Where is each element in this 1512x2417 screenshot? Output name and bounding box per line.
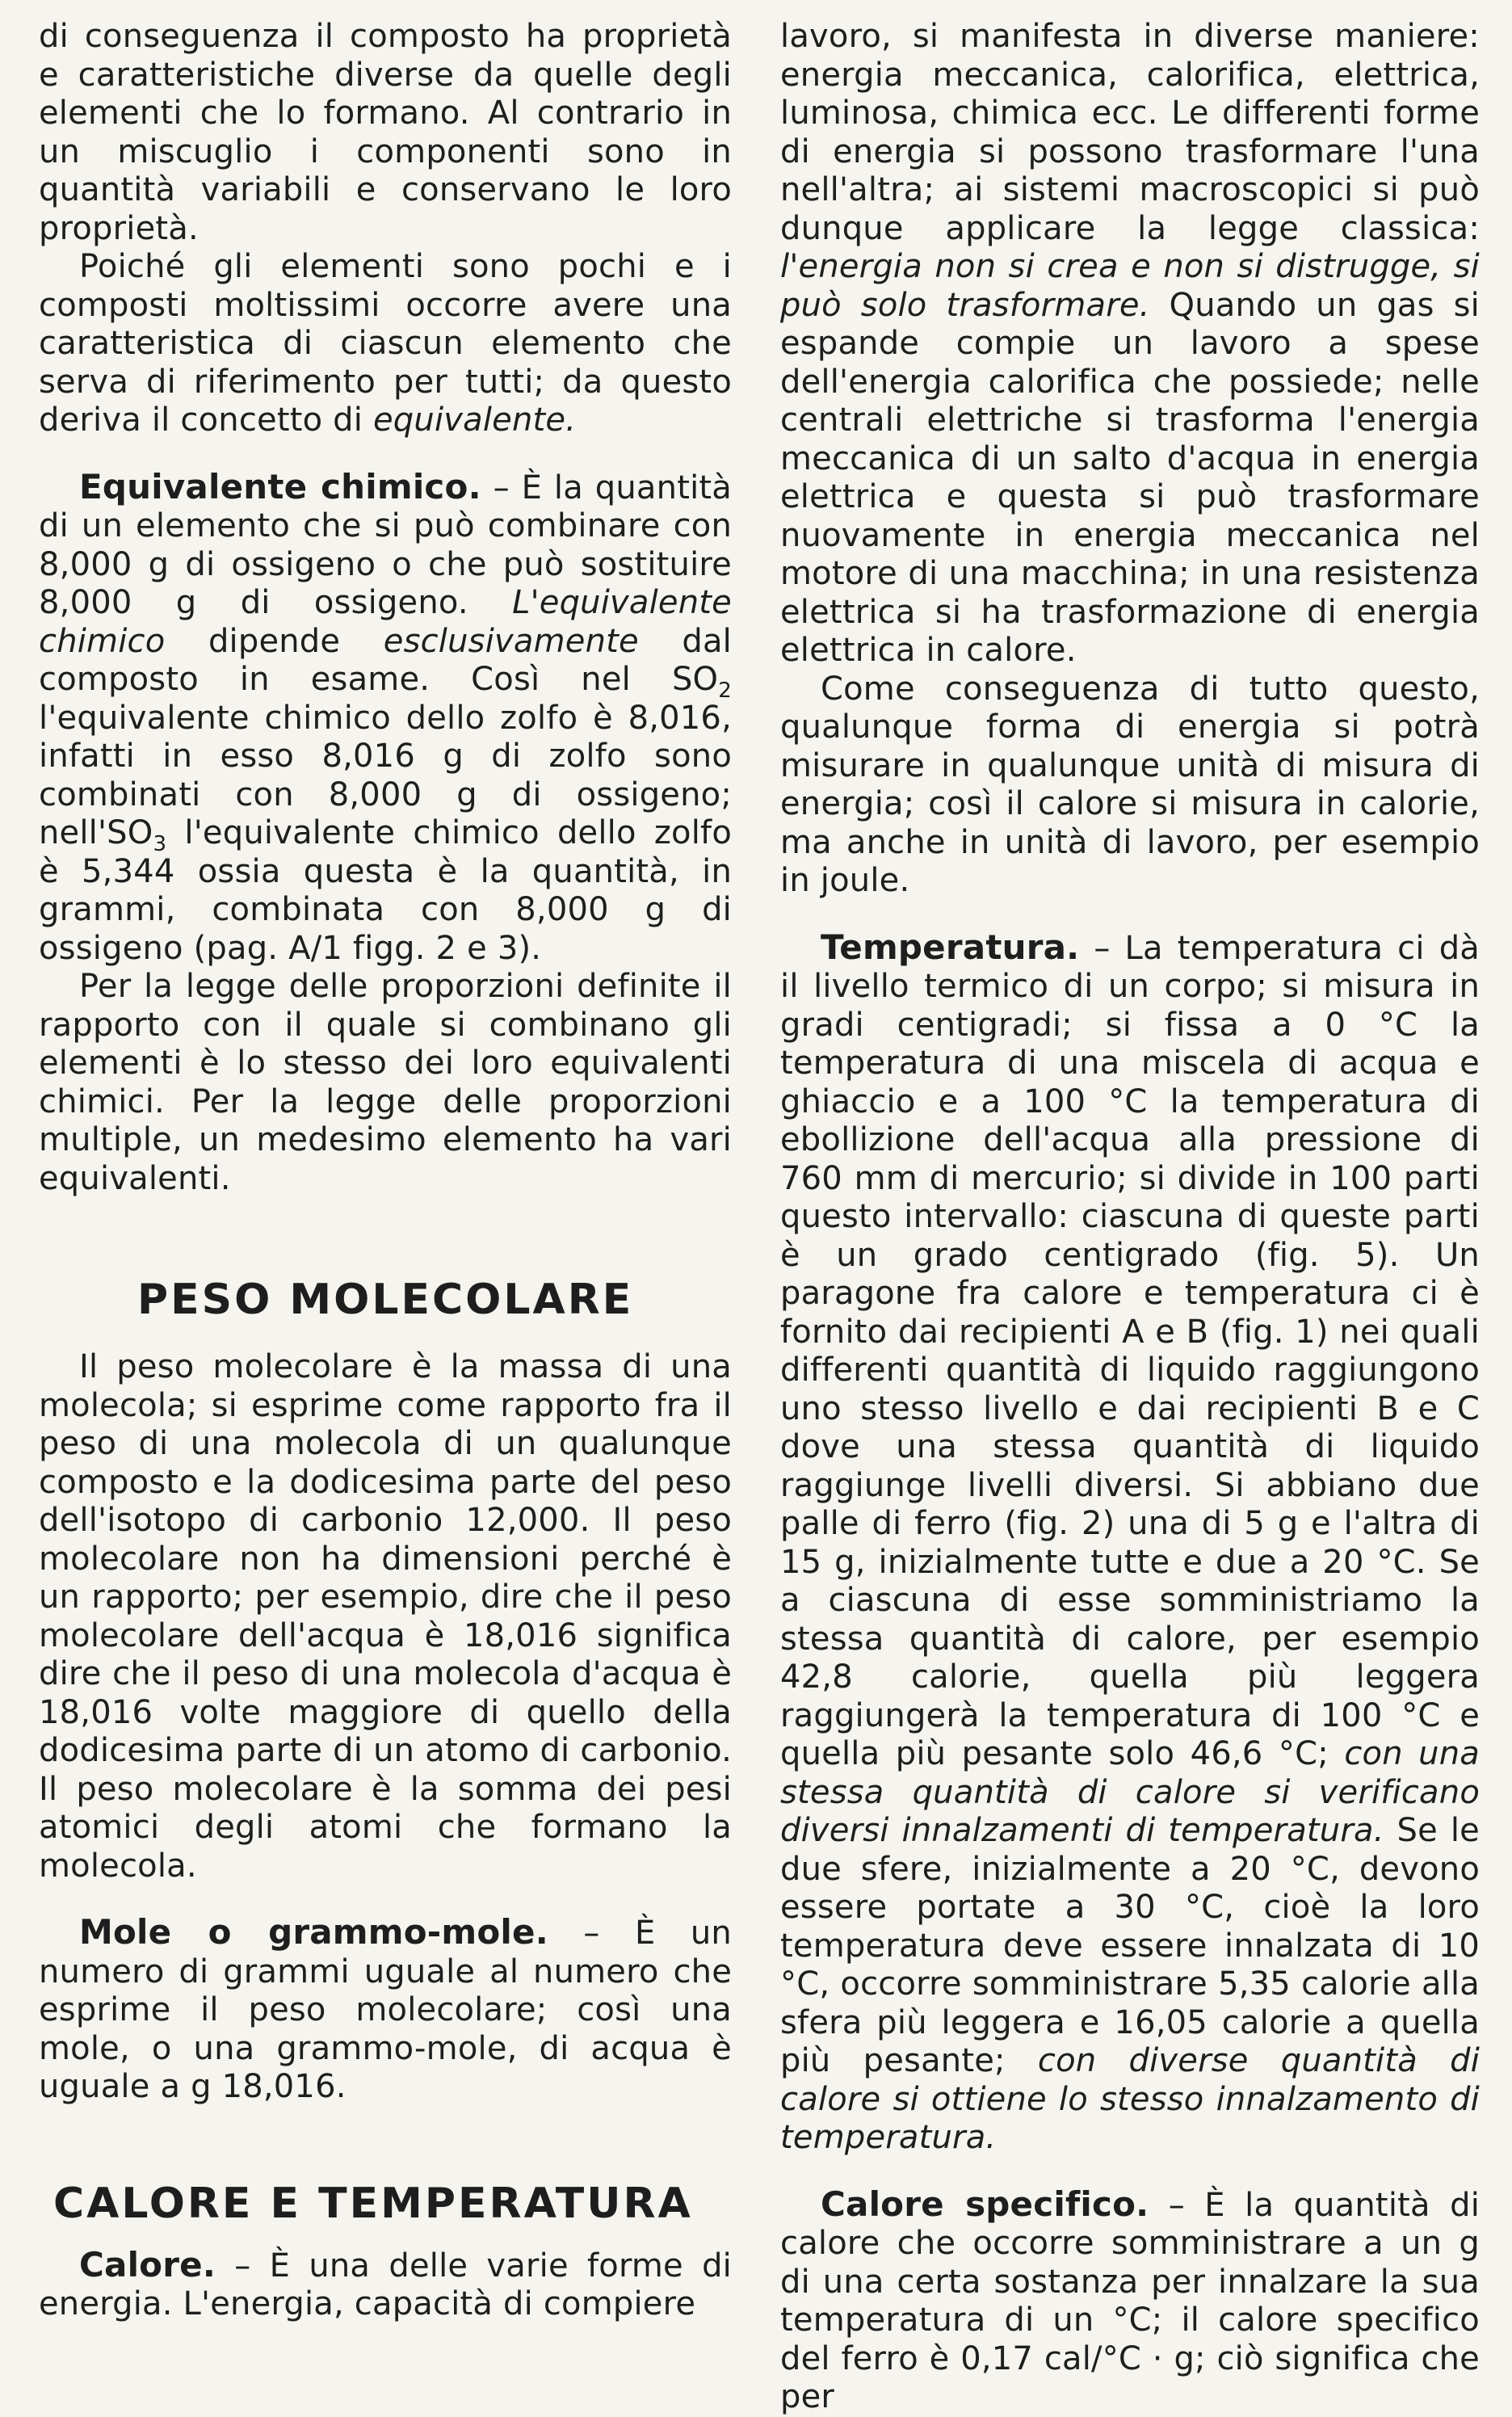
text-span: Quando un gas si espande compie un lavoro a spese dell'energia calorifica che possiede; nelle centrali elettriche si trasforma l'energia meccanica di un salto d'acqua in energia elettrica e questa si può trasformare nuovamente in energia meccanica nel motore di una macchina; in una resistenza elettrica si ha trasformazione di energia elettrica in calore. — [780, 286, 1480, 669]
text-span: – È una delle varie forme di energia. L'energia, capacità di compiere — [39, 2247, 732, 2322]
paragraph-conseguenza: Come conseguenza di tutto questo, qualunque forma di energia si potrà misurare in qualunque unità di misura di energia; così il calore si misura in calorie, ma anche in unità di lavoro, per esempio in joule. — [780, 670, 1480, 899]
italic-span: esclusivamente — [383, 622, 639, 660]
italic-span: con diverse quantità di calore si ottiene lo stesso innalzamento di temperatura. — [780, 2042, 1480, 2156]
paragraph-calore-specifico — [780, 2185, 1480, 2417]
text-span: – È un numero di grammi uguale al numero che esprime il peso molecolare; così una mole, o una grammo-mole, di acqua è uguale a g 18,016. — [39, 1915, 732, 2105]
italic-span: L'equivalente chimico — [39, 584, 732, 660]
italic-span: equivalente. — [373, 401, 577, 439]
italic-span: l'energia non si crea e non si distrugge, si può solo trasformare. — [780, 248, 1480, 324]
paragraph-mole — [39, 1913, 732, 2107]
italic-span: con una stessa quantità di calore si verificano diversi innalzamenti di temperatura. — [780, 1735, 1480, 1849]
text-span: Poiché gli elementi sono pochi e i composti moltissimi occorre avere una caratteristica di ciascun elemento che serva di riferimento per tutti; da questo deriva il concetto di — [39, 248, 732, 439]
subheading-temperatura: Temperatura. — [821, 927, 1080, 967]
text-span: dipende — [165, 622, 384, 660]
left-column — [39, 18, 732, 2324]
subheading-equivalente-chimico: Equivalente chimico. — [79, 466, 481, 507]
subheading-calore-specifico: Calore specifico. — [821, 2184, 1149, 2224]
paragraph-composto: di conseguenza il composto ha proprietà e caratteristiche diverse da quelle degli elementi che lo formano. Al contrario in un miscuglio i componenti sono in quantità variabili e conservano le loro proprietà. — [39, 18, 732, 247]
paragraph-calore — [39, 2246, 732, 2324]
subheading-mole: Mole o grammo-mole. — [79, 1912, 548, 1952]
paragraph-elementi — [39, 248, 732, 440]
heading-calore-temperatura: CALORE E TEMPERATURA — [53, 2179, 693, 2228]
subscript: 2 — [718, 679, 732, 703]
text-span: – È la quantità di un elemento che si può combinare con 8,000 g di ossigeno o che può sostituire 8,000 g di ossigeno. — [39, 469, 732, 621]
paragraph-energia — [780, 18, 1480, 670]
text-span: l'equivalente chimico dello zolfo è 5,344 ossia questa è la quantità, in grammi, combinata con 8,000 g di ossigeno (pag. A/1 figg. 2 e 3). — [39, 814, 732, 967]
subscript: 3 — [153, 832, 167, 856]
paragraph-equivalente-chimico — [39, 468, 732, 969]
right-column — [780, 18, 1480, 2417]
paragraph-proporzioni: Per la legge delle proporzioni definite il rapporto con il quale si combinano gli elementi è lo stesso dei loro equivalenti chimici. Per la legge delle proporzioni multiple, un medesimo elemento ha vari equivalenti. — [39, 968, 732, 1197]
subheading-calore: Calore. — [79, 2244, 216, 2285]
heading-peso-molecolare: PESO MOLECOLARE — [137, 1276, 634, 1324]
text-span: – È la quantità di calore che occorre somministrare a un g di una certa sostanza per innalzare la sua temperatura di un °C; il calore specifico del ferro è 0,17 cal/°C · g; ciò significa che per — [780, 2186, 1480, 2415]
paragraph-peso-molecolare: Il peso molecolare è la massa di una molecola; si esprime come rapporto fra il peso di una molecola di un qualunque composto e la dodicesima parte del peso dell'isotopo di carbonio 12,000. Il peso molecolare non ha dimensioni perché è un rapporto; per esempio, dire che il peso molecolare dell'acqua è 18,016 significa dire che il peso di una molecola d'acqua è 18,016 volte maggiore di quello della dodicesima parte di un atomo di carbonio. Il peso molecolare è la somma dei pesi atomici degli atomi che formano la molecola. — [39, 1348, 732, 1885]
text-span: l'equivalente chimico dello zolfo è 8,016, infatti in esso 8,016 g di zolfo sono combinati con 8,000 g di ossigeno; nell'SO — [39, 699, 732, 851]
text-span: – La temperatura ci dà il livello termico di un corpo; si misura in gradi centigradi; si fissa a 0 °C la temperatura di una miscela di acqua e ghiaccio e a 100 °C la temperatura di ebollizione dell'acqua alla pressione di 760 mm di mercurio; si divide in 100 parti questo intervallo: ciascuna di queste parti è un grado centigrado (fig. 5). Un paragone fra calore e temperatura ci è fornito dai recipienti A e B (fig. 1) nei quali differenti quantità di liquido raggiungono uno stesso livello e dai recipienti B e C dove una stessa quantità di liquido raggiunge livelli diversi. Si abbiano due palle di ferro (fig. 2) una di 5 g e l'altra di 15 g, inizialmente tutte e due a 20 °C. Se a ciascuna di esse somministriamo la stessa quantità di calore, per esempio 42,8 calorie, quella più leggera raggiungerà la temperatura di 100 °C e quella più pesante solo 46,6 °C; — [780, 929, 1480, 1772]
paragraph-temperatura — [780, 928, 1480, 2158]
text-span: dal composto in esame. Così nel SO — [39, 622, 732, 698]
text-span: Se le due sfere, inizialmente a 20 °C, devono essere portate a 30 °C, cioè la loro temperatura deve essere innalzata di 10 °C, occorre somministrare 5,35 calorie alla sfera più leggera e 16,05 calorie a quella più pesante; — [780, 1812, 1480, 2079]
text-span: lavoro, si manifesta in diverse maniere: energia meccanica, calorifica, elettrica, luminosa, chimica ecc. Le differenti forme di energia si possono trasformare l'una nell'altra; ai sistemi macroscopici si può dunque applicare la legge classica: — [780, 18, 1480, 247]
